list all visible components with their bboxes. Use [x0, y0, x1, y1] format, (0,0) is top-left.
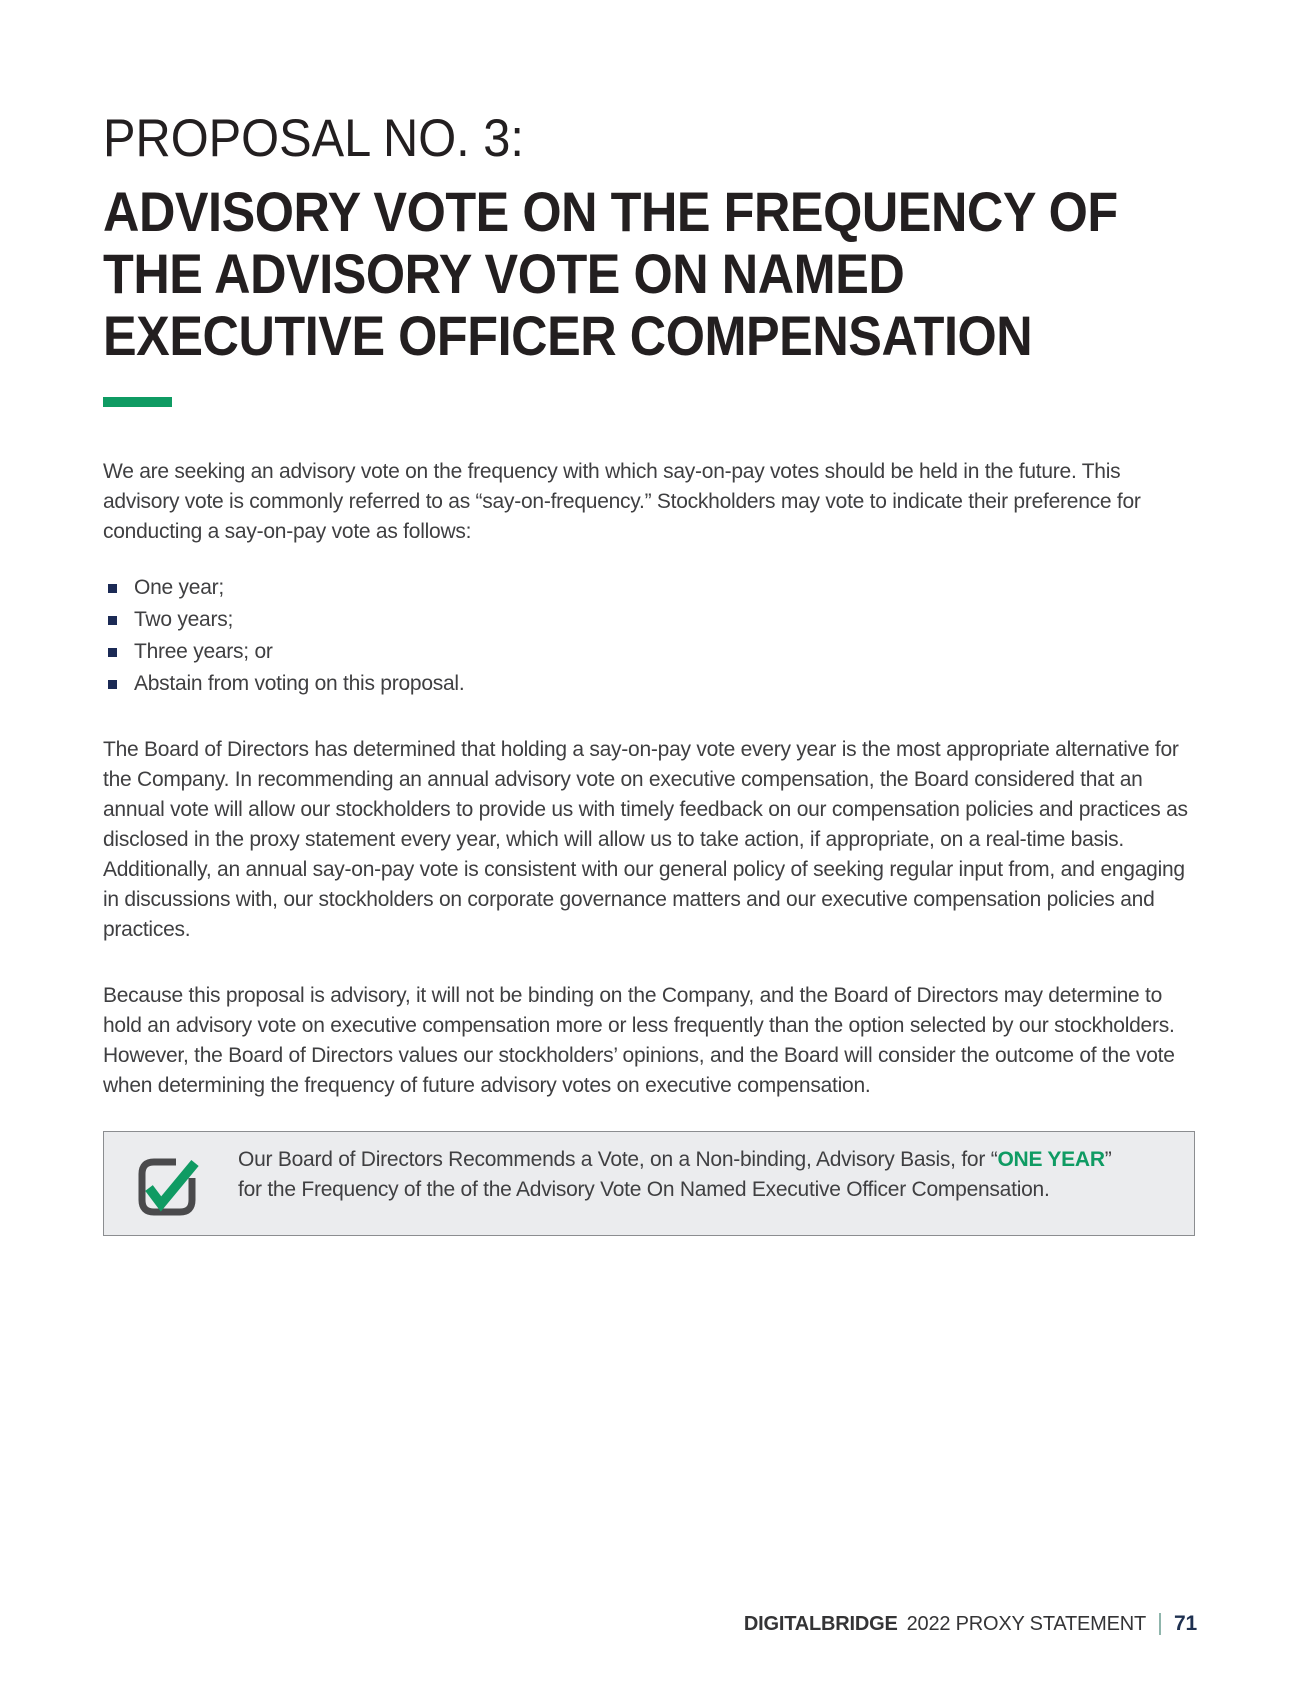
proposal-title-line: ADVISORY VOTE ON THE FREQUENCY OF: [103, 180, 1118, 244]
recommendation-text-prefix: Our Board of Directors Recommends a Vote, on a Non-binding, Advisory Basis, for “: [238, 1148, 998, 1172]
bullet-square-icon: [108, 680, 117, 689]
list-item: [103, 669, 1197, 699]
bullet-square-icon: [108, 648, 117, 657]
recommendation-text: [238, 1145, 1118, 1205]
proposal-title-line: EXECUTIVE OFFICER COMPENSATION: [103, 304, 1033, 368]
footer-page-number: 71: [1174, 1612, 1197, 1635]
list-item: [103, 637, 1197, 667]
footer-divider: [1159, 1613, 1161, 1635]
list-item-label: Abstain from voting on this proposal.: [134, 672, 465, 696]
green-divider: [103, 397, 172, 407]
page-footer: [744, 1612, 1197, 1636]
list-item: [103, 573, 1197, 603]
proposal-number-heading: PROPOSAL NO. 3:: [103, 109, 524, 168]
bullet-square-icon: [108, 616, 117, 625]
bullet-square-icon: [108, 584, 117, 593]
frequency-options-list: [103, 573, 1197, 699]
footer-brand: DIGITALBRIDGE: [743, 1612, 898, 1635]
recommendation-text-suffix: ” for the Frequency of the of the Advisory Vote On Named Executive Officer Compensation.: [238, 1148, 1112, 1202]
checkbox-check-icon: [134, 1154, 200, 1220]
advisory-binding-paragraph: Because this proposal is advisory, it will not be binding on the Company, and the Board of Directors may determine to hold an advisory vote on executive compensation more or less frequently than the option selected by our stockholders. However, the Board of Directors values our stockholders’ opinions, and the Board will consider the outcome of the vote when determining the frequency of future advisory votes on executive compensation.: [103, 984, 1175, 1098]
proposal-title-heading: [103, 181, 1197, 367]
recommendation-highlight: ONE YEAR: [997, 1148, 1105, 1172]
list-item-label: One year;: [134, 576, 224, 600]
footer-statement: 2022 PROXY STATEMENT: [906, 1612, 1147, 1635]
intro-paragraph: We are seeking an advisory vote on the frequency with which say-on-pay votes should be held in the future. This advisory vote is commonly referred to as “say-on-frequency.” Stockholders may vote to indicate their preference for conducting a say-on-pay vote as follows:: [103, 460, 1141, 544]
list-item: [103, 605, 1197, 635]
board-determination-paragraph: The Board of Directors has determined that holding a say-on-pay vote every year is the most appropriate alternative for the Company. In recommending an annual advisory vote on executive compensation, the Board considered that an annual vote will allow our stockholders to provide us with timely feedback on our compensation policies and practices as disclosed in the proxy statement every year, which will allow us to take action, if appropriate, on a real-time basis. Additionally, an annual say-on-pay vote is consistent with our general policy of seeking regular input from, and engaging in discussions with, our stockholders on corporate governance matters and our executive compensation policies and practices.: [103, 738, 1188, 942]
list-item-label: Two years;: [134, 608, 234, 632]
list-item-label: Three years; or: [134, 640, 273, 664]
proposal-title-line: THE ADVISORY VOTE ON NAMED: [103, 242, 905, 306]
recommendation-box: [103, 1131, 1195, 1236]
